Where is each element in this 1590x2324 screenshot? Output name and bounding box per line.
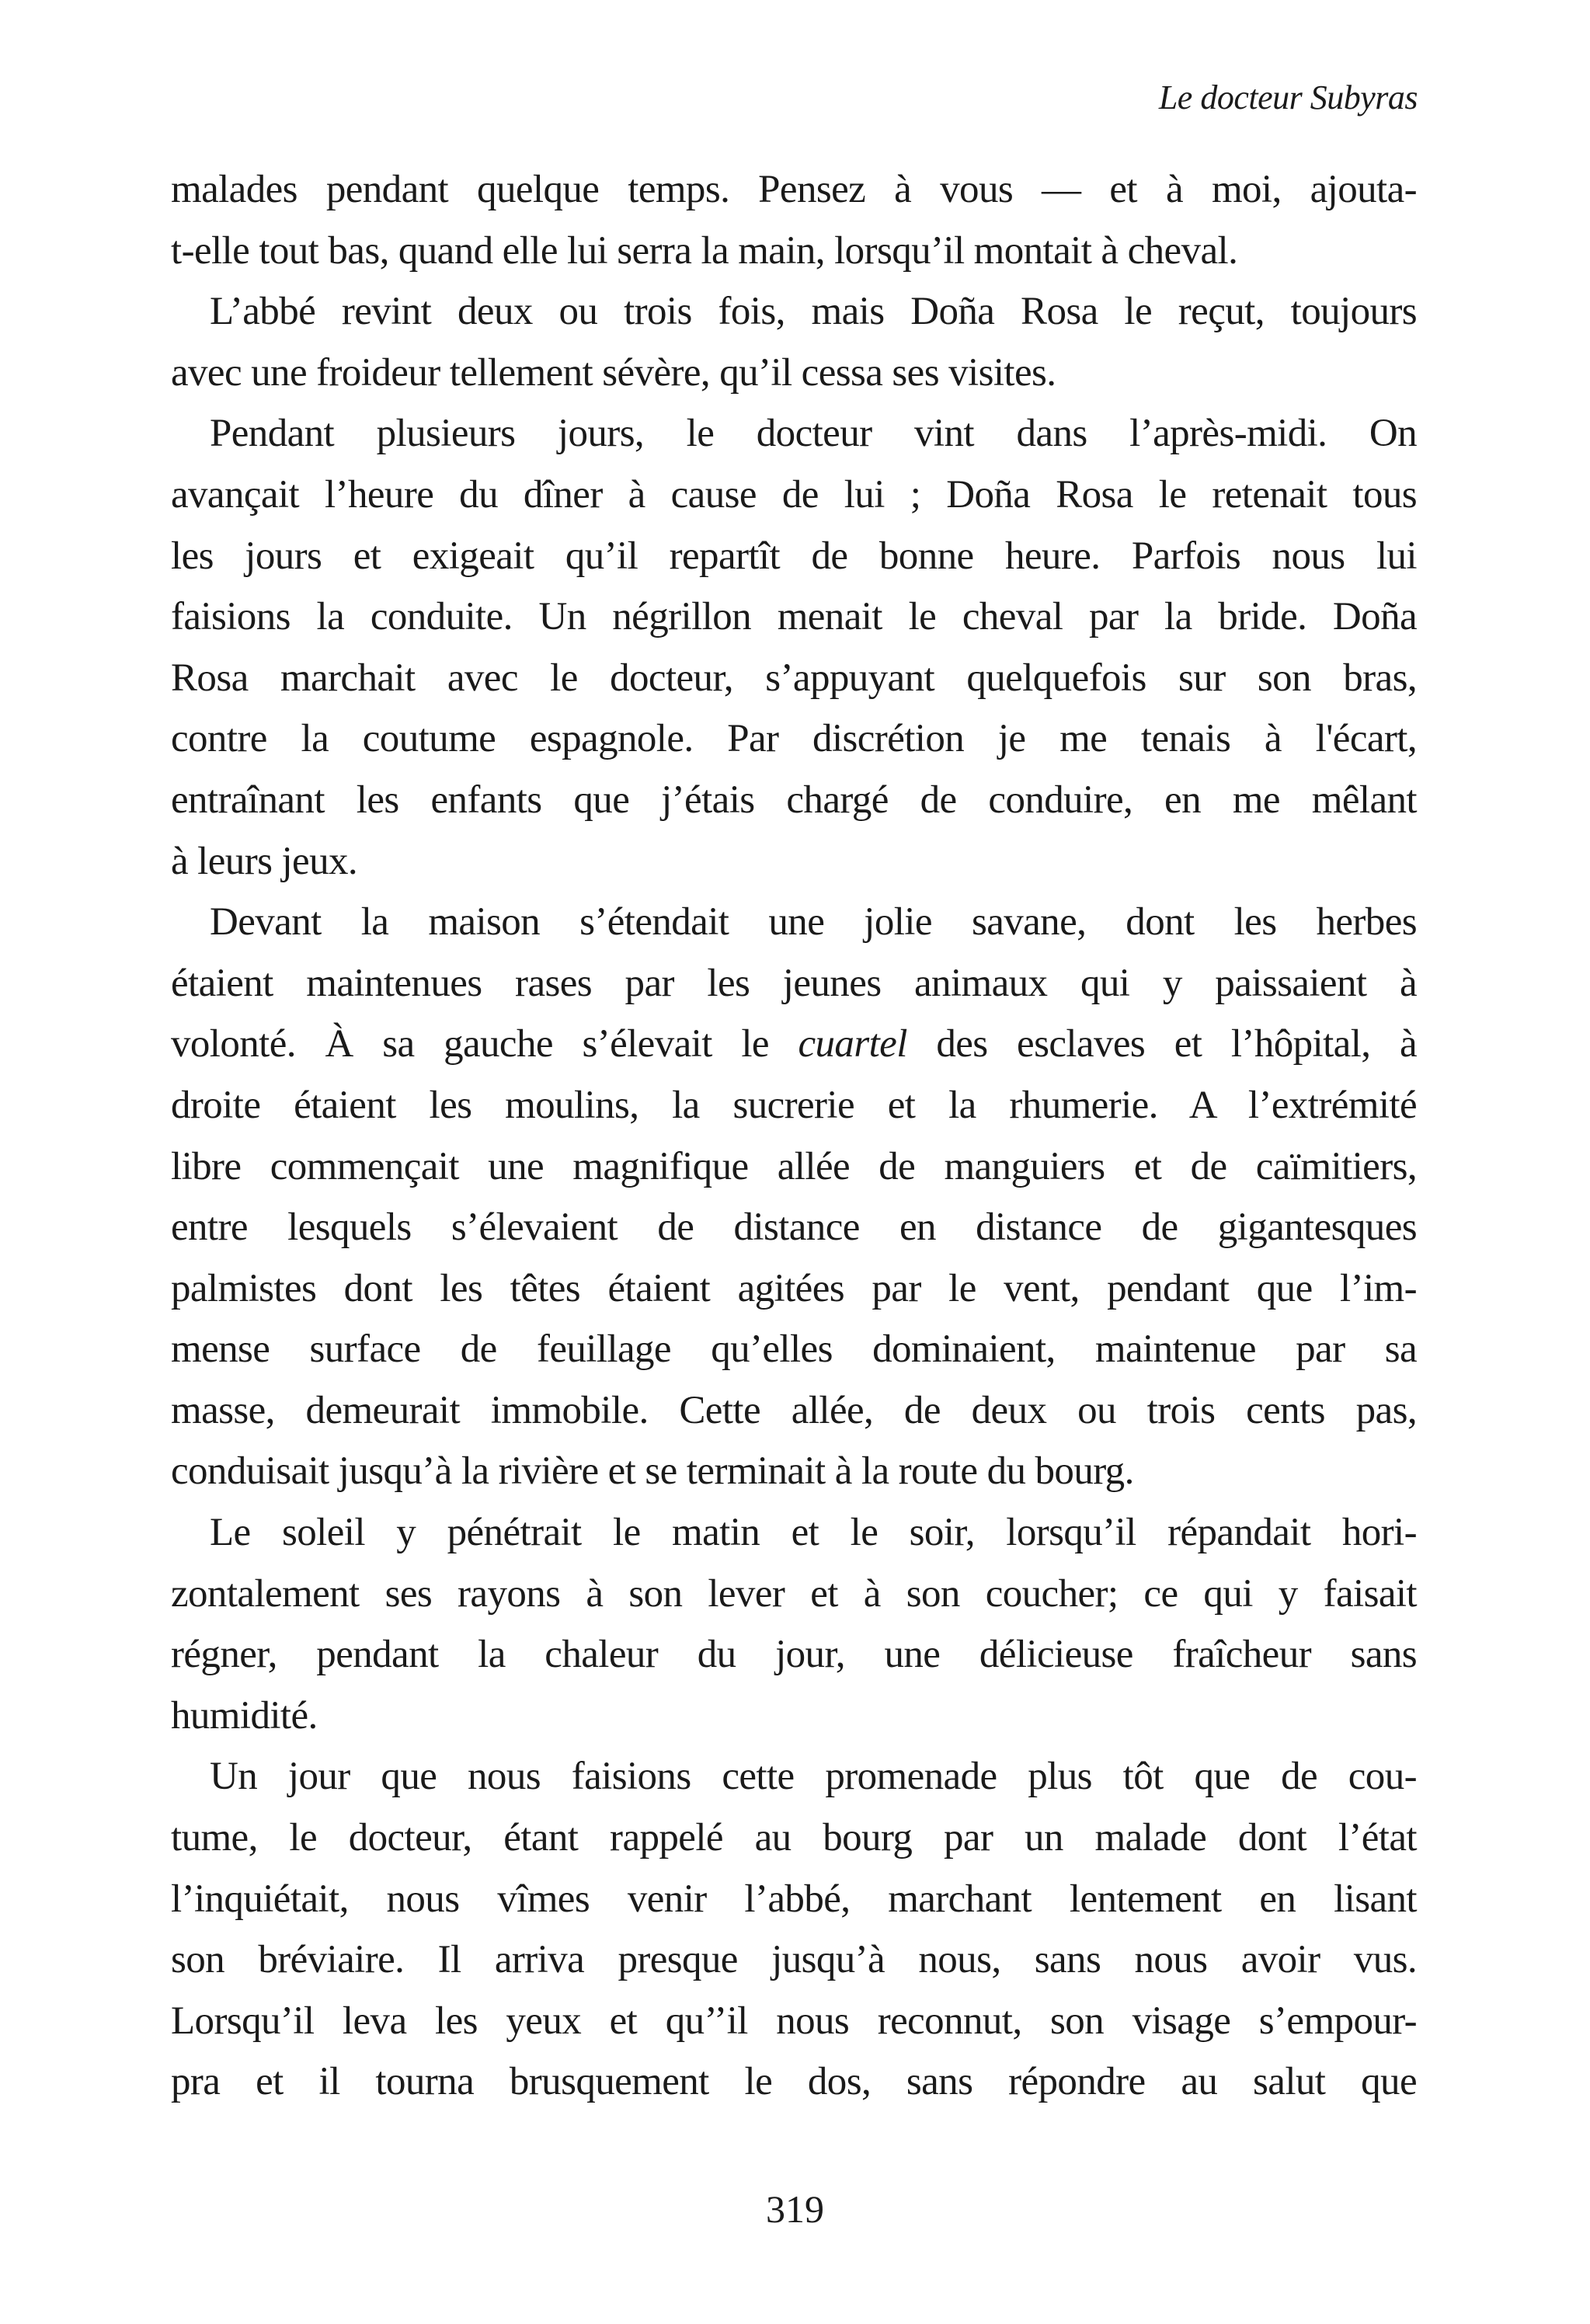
text-span: Lorsqu’il leva les yeux et qu’’il nous reconnut, son visage s’empour-: [171, 1999, 1417, 2043]
text-span: entraînant les enfants que j’étais chargé de conduire, en me mêlant: [171, 778, 1417, 822]
text-span: Devant la maison s’étendait une jolie savane, dont les herbes: [210, 900, 1417, 945]
text-span: volonté. À sa gauche s’élevait le: [171, 1022, 798, 1066]
text-span: Le soleil y pénétrait le matin et le soir, lorsqu’il répandait hori-: [210, 1511, 1417, 1555]
text-line: [171, 953, 1417, 1014]
text-span: mense surface de feuillage qu’elles dominaient, maintenue par sa: [171, 1327, 1417, 1372]
text-span: tume, le docteur, étant rappelé au bourg par un malade dont l’état: [171, 1816, 1417, 1860]
text-line: [171, 1136, 1417, 1198]
text-span: pra et il tourna brusquement le dos, sans répondre au salut que: [171, 2060, 1417, 2104]
text-line: [171, 1380, 1417, 1442]
text-line: [171, 770, 1417, 831]
text-line: [171, 831, 1417, 892]
text-span: conduisait jusqu’à la rivière et se terminait à la route du bourg.: [171, 1449, 1134, 1494]
text-line: [171, 1441, 1417, 1502]
text-line: [171, 403, 1417, 464]
text-span: Rosa marchait avec le docteur, s’appuyant quelquefois sur son bras,: [171, 656, 1417, 700]
text-line: [171, 1686, 1417, 1747]
text-span: L’abbé revint deux ou trois fois, mais Doña Rosa le reçut, toujours: [210, 290, 1417, 334]
text-line: [171, 1624, 1417, 1686]
text-line: [171, 1746, 1417, 1807]
text-line: [171, 648, 1417, 709]
text-line: [171, 343, 1417, 404]
running-header: Le docteur Subyras: [1158, 78, 1418, 117]
text-line: [171, 1014, 1417, 1075]
body-text: [171, 159, 1417, 2113]
text-span: Un jour que nous faisions cette promenade plus tôt que de cou-: [210, 1755, 1417, 1799]
text-line: [171, 1502, 1417, 1564]
text-line: [171, 221, 1417, 282]
text-line: [171, 281, 1417, 343]
text-span: entre lesquels s’élevaient de distance en distance de gigantesques: [171, 1205, 1417, 1250]
text-span: palmistes dont les têtes étaient agitées par le vent, pendant que l’im-: [171, 1266, 1417, 1310]
text-span: à leurs jeux.: [171, 839, 358, 883]
text-line: [171, 1319, 1417, 1380]
text-span: son bréviaire. Il arriva presque jusqu’à nous, sans nous avoir vus.: [171, 1938, 1417, 1982]
text-line: [171, 892, 1417, 953]
text-line: [171, 2051, 1417, 2113]
text-line: [171, 526, 1417, 587]
text-span: zontalement ses rayons à son lever et à son coucher; ce qui y faisait: [171, 1571, 1417, 1616]
text-line: [171, 1929, 1417, 1991]
text-line: [171, 708, 1417, 770]
text-span: droite étaient les moulins, la sucrerie et la rhumerie. A l’extrémité: [171, 1083, 1417, 1127]
text-line: [171, 1197, 1417, 1258]
text-span: libre commençait une magnifique allée de manguiers et de caïmitiers,: [171, 1144, 1417, 1188]
text-line: [171, 1564, 1417, 1625]
text-span: les jours et exigeait qu’il repartît de bonne heure. Parfois nous lui: [171, 534, 1417, 578]
text-span: régner, pendant la chaleur du jour, une délicieuse fraîcheur sans: [171, 1633, 1417, 1677]
text-span: t-elle tout bas, quand elle lui serra la main, lorsqu’il montait à cheval.: [171, 228, 1238, 273]
text-span: l’inquiétait, nous vîmes venir l’abbé, marchant lentement en lisant: [171, 1877, 1417, 1921]
text-span: contre la coutume espagnole. Par discrétion je me tenais à l'écart,: [171, 717, 1417, 761]
text-span: malades pendant quelque temps. Pensez à vous — et à moi, ajouta-: [171, 168, 1417, 211]
text-span: masse, demeurait immobile. Cette allée, de deux ou trois cents pas,: [171, 1388, 1417, 1432]
text-span: des esclaves et l’hôpital, à: [906, 1022, 1417, 1066]
text-line: [171, 1869, 1417, 1930]
text-line: [171, 1991, 1417, 2052]
text-line: [171, 586, 1417, 648]
page-number: 319: [766, 2187, 824, 2231]
text-line: [171, 464, 1417, 526]
text-span: faisions la conduite. Un négrillon menait le cheval par la bride. Doña: [171, 595, 1417, 639]
text-line: [171, 1807, 1417, 1869]
text-span: avançait l’heure du dîner à cause de lui ; Doña Rosa le retenait tous: [171, 472, 1417, 517]
text-span: étaient maintenues rases par les jeunes animaux qui y paissaient à: [171, 961, 1417, 1005]
italic-term: cuartel: [798, 1022, 907, 1066]
text-span: humidité.: [171, 1693, 318, 1738]
text-line: [171, 1075, 1417, 1136]
text-line: [171, 1258, 1417, 1320]
text-line: [171, 159, 1417, 221]
text-span: Pendant plusieurs jours, le docteur vint dans l’après-midi. On: [210, 412, 1417, 456]
text-span: avec une froideur tellement sévère, qu’il cessa ses visites.: [171, 350, 1056, 395]
